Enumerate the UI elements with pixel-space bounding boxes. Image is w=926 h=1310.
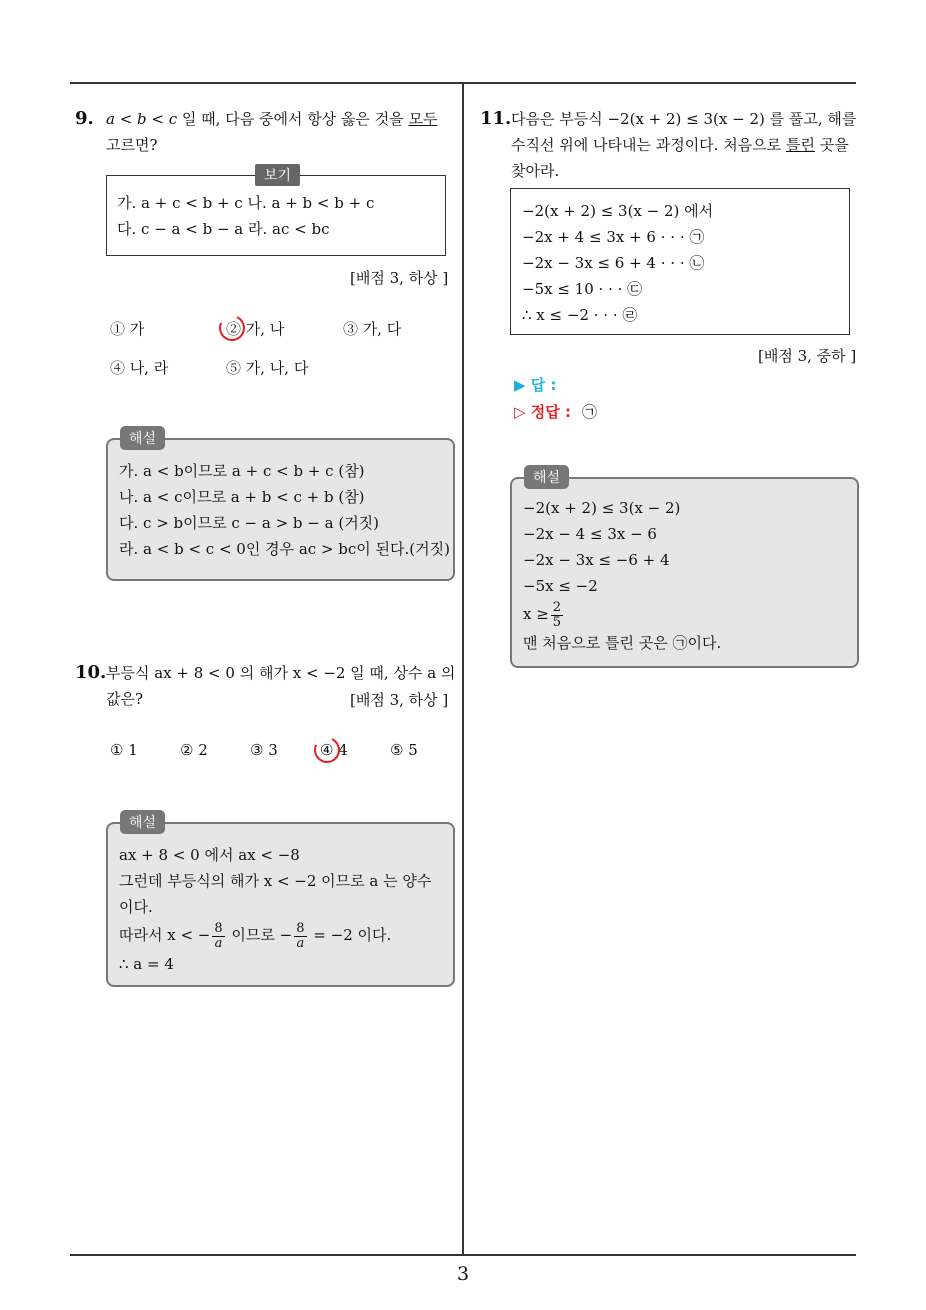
q10-fraction-2 xyxy=(294,922,306,951)
q10-choice-2[interactable]: ② 2 xyxy=(180,741,208,759)
q11-sol-last: 맨 처음으로 틀린 곳은 ㉠이다. xyxy=(523,633,722,652)
q11-box-line3: −2x − 3x ≤ 6 + 4 · · · ㉡ xyxy=(522,254,705,272)
q9-choice-4[interactable]: ④ 나, 라 xyxy=(110,359,169,377)
q11-stem-line2-a: 수직선 위에 나타내는 과정이다. 처음으로 xyxy=(511,136,786,154)
q10-frac2-den: a xyxy=(296,935,305,951)
q11-stem-line2-b: 곳을 xyxy=(814,136,849,154)
q11-frac-den: 5 xyxy=(552,614,562,630)
q9-choice-3[interactable]: ③ 가, 다 xyxy=(343,320,402,338)
q10-sol-line3: 이다. xyxy=(119,898,153,916)
q11-stem-underline: 틀린 xyxy=(785,136,815,154)
q10-grade: [배점 3, 하상 ] xyxy=(350,691,449,709)
q10-sol-line4-c: = −2 이다. xyxy=(308,926,392,944)
q10-choice-5[interactable]: ⑤ 5 xyxy=(390,741,418,759)
q11-sol-line3: −2x − 3x ≤ −6 + 4 xyxy=(523,551,670,569)
q10-number: 10. xyxy=(75,662,107,683)
q11-stem xyxy=(511,106,861,184)
q9-stem-line2: 고르면? xyxy=(106,136,158,154)
q9-bogi-box xyxy=(106,175,446,256)
q9-sol-line1: 가. a < b이므로 a + c < b + c (참) xyxy=(119,462,365,480)
q10-choice-1[interactable]: ① 1 xyxy=(110,741,138,759)
q11-stem-line1: 다음은 부등식 −2(x + 2) ≤ 3(x − 2) 를 풀고, 해를 xyxy=(511,110,857,128)
q9-answer-mark xyxy=(215,311,248,344)
q10-solution-tag: 해설 xyxy=(120,810,165,834)
q9-choice-5[interactable]: ⑤ 가, 나, 다 xyxy=(226,359,309,377)
q11-sol-frac-prefix: x ≥ xyxy=(523,605,549,623)
q11-correct-answer-value: ㉠ xyxy=(582,403,598,421)
q10-fraction-1 xyxy=(212,922,224,951)
q9-stem xyxy=(106,106,456,158)
page-number: 3 xyxy=(456,1263,470,1285)
q10-choice-3[interactable]: ③ 3 xyxy=(250,741,278,759)
q10-sol-line4-b: 이므로 − xyxy=(226,926,293,944)
q11-sol-line2: −2x − 4 ≤ 3x − 6 xyxy=(523,525,657,543)
q11-solution-tag: 해설 xyxy=(524,465,569,489)
q11-box-line5: ∴ x ≤ −2 · · · ㉣ xyxy=(522,306,638,324)
q9-bogi-tag: 보기 xyxy=(255,164,300,186)
q9-number: 9. xyxy=(75,108,94,129)
q9-choice-1[interactable]: ① 가 xyxy=(110,320,145,338)
q9-stem-text: 일 때, 다음 중에서 항상 옳은 것을 xyxy=(177,110,409,128)
q10-answer-mark xyxy=(310,733,343,766)
q9-solution-box xyxy=(106,438,455,581)
q9-stem-underline: 모두 xyxy=(408,110,438,128)
q11-box-line2: −2x + 4 ≤ 3x + 6 · · · ㉠ xyxy=(522,228,705,246)
q11-sol-line1: −2(x + 2) ≤ 3(x − 2) xyxy=(523,499,681,517)
q11-number: 11. xyxy=(480,108,512,129)
q10-sol-line4-a: 따라서 x < − xyxy=(119,926,211,944)
q9-sol-line2: 나. a < c이므로 a + b < c + b (참) xyxy=(119,488,365,506)
q9-solution-tag: 해설 xyxy=(120,426,165,450)
q10-choice-4[interactable]: ④ 4 xyxy=(320,741,348,759)
q11-solution-box xyxy=(510,477,859,668)
q11-sol-line4: −5x ≤ −2 xyxy=(523,577,598,595)
q11-grade: [배점 3, 중하 ] xyxy=(758,347,857,365)
q11-stem-line3: 찾아라. xyxy=(511,162,560,180)
q10-frac1-den: a xyxy=(214,935,223,951)
q11-box-line4: −5x ≤ 10 · · · ㉢ xyxy=(522,280,643,298)
q11-answer-field[interactable]: ▶ 답 : xyxy=(514,376,557,394)
q9-choice-2[interactable]: ② 가, 나 xyxy=(226,320,285,338)
q10-frac2-num: 8 xyxy=(296,920,305,936)
q9-bogi-line1: 가. a + c < b + c 나. a + b < b + c xyxy=(117,194,375,212)
q10-stem-line1: 부등식 ax + 8 < 0 의 해가 x < −2 일 때, 상수 a 의 xyxy=(106,664,456,682)
q10-sol-line5: ∴ a = 4 xyxy=(119,954,174,973)
q11-box-line1: −2(x + 2) ≤ 3(x − 2) 에서 xyxy=(522,202,714,220)
q11-process-box xyxy=(510,188,850,335)
q10-frac1-num: 8 xyxy=(214,920,223,936)
q10-sol-line4 xyxy=(119,920,431,951)
q10-solution-box xyxy=(106,822,455,987)
q10-stem-line2: 값은? xyxy=(106,690,144,708)
bottom-rule xyxy=(70,1254,856,1256)
column-divider xyxy=(462,82,464,1255)
q11-frac-num: 2 xyxy=(552,599,562,615)
q11-sol-line5 xyxy=(523,599,721,630)
q10-sol-line2: 그런데 부등식의 해가 x < −2 이므로 a 는 양수 xyxy=(119,872,432,890)
q11-correct-answer-label: ▷ 정답 : xyxy=(514,403,571,421)
q9-bogi-line2: 다. c − a < b − a 라. ac < bc xyxy=(117,220,330,238)
q9-grade: [배점 3, 하상 ] xyxy=(350,269,449,287)
q9-condition: a < b < c xyxy=(106,110,178,128)
q11-fraction xyxy=(551,601,563,630)
q9-sol-line4: 라. a < b < c < 0인 경우 ac > bc이 된다.(거짓) xyxy=(119,540,450,558)
q10-sol-line1: ax + 8 < 0 에서 ax < −8 xyxy=(119,846,300,864)
q9-sol-line3: 다. c > b이므로 c − a > b − a (거짓) xyxy=(119,514,380,532)
